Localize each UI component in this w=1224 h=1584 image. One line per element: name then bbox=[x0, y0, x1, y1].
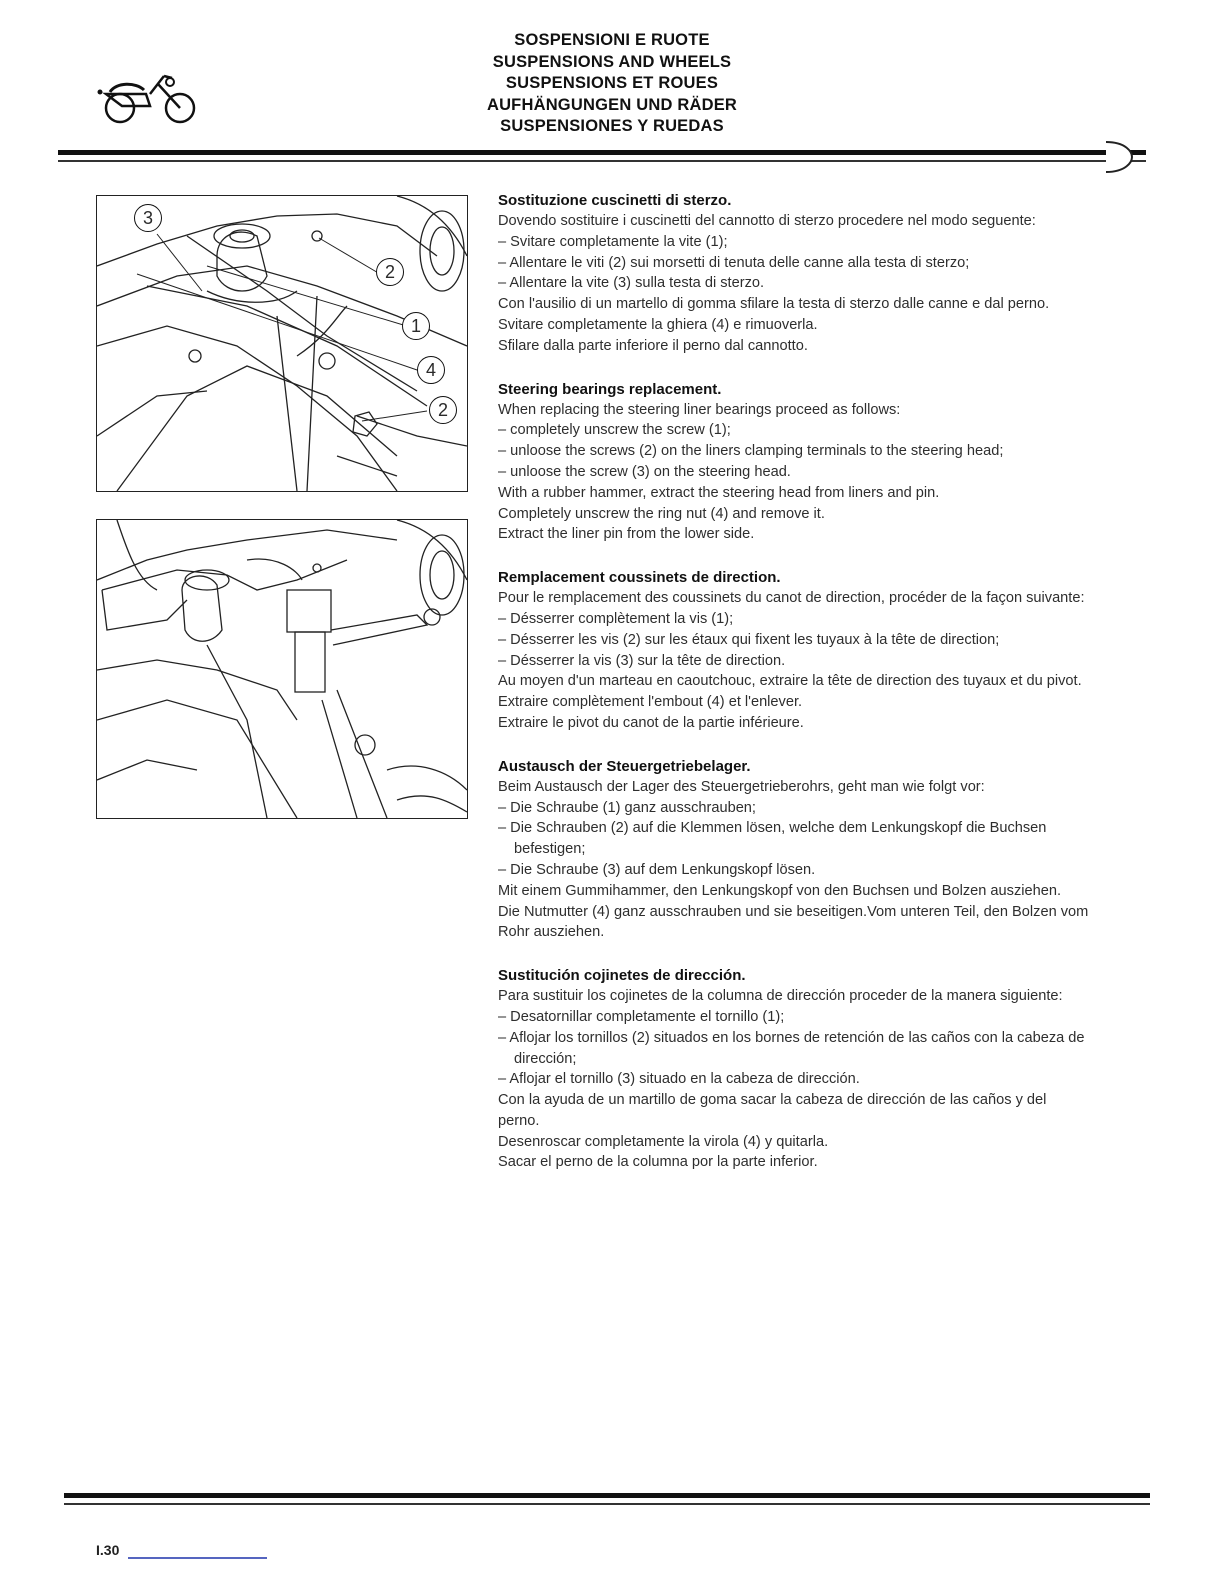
section-outro: Extraire complètement l'embout (4) et l'enlever. bbox=[498, 694, 803, 711]
header-rule bbox=[58, 150, 1146, 155]
header-title-it: SOSPENSIONI E RUOTE bbox=[514, 31, 710, 49]
step-item: – Die Schrauben (2) auf die Klemmen lösen, welche dem Lenkungskopf die Buchsen befestigen; bbox=[498, 820, 1047, 858]
section-french bbox=[498, 567, 1090, 734]
section-outro: Extraire le pivot du canot de la partie inférieure. bbox=[498, 714, 804, 731]
section-title: Austausch der Steuergetriebelager. bbox=[498, 757, 751, 775]
steering-head-figure-1 bbox=[96, 195, 468, 492]
section-german bbox=[498, 756, 1090, 943]
section-outro: Con la ayuda de un martillo de goma sacar la cabeza de dirección de las caños y del perno. bbox=[498, 1092, 1047, 1129]
step-item: – completely unscrew the screw (1); bbox=[498, 422, 731, 439]
section-spanish bbox=[498, 965, 1090, 1173]
step-item: – Aflojar el tornillo (3) situado en la cabeza de dirección. bbox=[498, 1071, 860, 1088]
header-title-fr: SUSPENSIONS ET ROUES bbox=[505, 74, 719, 93]
section-intro: Pour le remplacement des coussinets du canot de direction, procéder de la façon suivante: bbox=[498, 590, 1085, 607]
header-title-es: SUSPENSIONES Y RUEDAS bbox=[500, 117, 724, 136]
callout-3: 3 bbox=[134, 204, 162, 232]
section-title: Steering bearings replacement. bbox=[498, 380, 722, 398]
section-title: Sustitución cojinetes de dirección. bbox=[498, 967, 746, 985]
section-intro: Dovendo sostituire i cuscinetti del cannotto di sterzo procedere nel modo seguente: bbox=[498, 213, 1036, 229]
footer-rule bbox=[64, 1493, 1150, 1498]
step-item: – unloose the screws (2) on the liners clamping terminals to the steering head; bbox=[498, 443, 1004, 460]
steering-head-figure-2 bbox=[96, 519, 468, 819]
step-item: – Désserrer complètement la vis (1); bbox=[498, 610, 734, 627]
section-italian bbox=[498, 190, 1090, 357]
section-intro: Para sustituir los cojinetes de la columna de dirección proceder de la manera siguiente: bbox=[498, 988, 1063, 1005]
step-item: – Aflojar los tornillos (2) situados en los bornes de retención de las caños con la cabeza de dirección; bbox=[498, 1029, 1085, 1067]
section-outro: Sfilare dalla parte inferiore il perno dal cannotto. bbox=[498, 337, 808, 354]
callout-1: 1 bbox=[402, 312, 430, 340]
step-item: – Svitare completamente la vite (1); bbox=[498, 233, 728, 250]
section-english bbox=[498, 379, 1090, 546]
header-title-de: AUFHÄNGUNGEN UND RÄDER bbox=[486, 95, 738, 114]
page-number: I.30 bbox=[96, 1542, 120, 1558]
section-outro: Extract the liner pin from the lower side. bbox=[498, 526, 755, 543]
section-outro: Sacar el perno de la columna por la parte inferior. bbox=[498, 1154, 818, 1171]
section-intro: When replacing the steering liner bearings proceed as follows: bbox=[498, 401, 901, 418]
section-title: Sostituzione cuscinetti di sterzo. bbox=[498, 192, 732, 209]
section-outro: Completely unscrew the ring nut (4) and remove it. bbox=[498, 505, 825, 522]
callout-2: 2 bbox=[376, 258, 404, 286]
section-outro: Die Nutmutter (4) ganz ausschrauben und sie beseitigen.Vom unteren Teil, den Bolzen vom Rohr ausziehen. bbox=[498, 903, 1089, 941]
step-item: – Désserrer les vis (2) sur les étaux qui fixent les tuyaux à la tête de direction; bbox=[498, 631, 1000, 648]
instructions-text bbox=[498, 190, 1090, 1195]
step-item: – Allentare le viti (2) sui morsetti di tenuta delle canne alla testa di sterzo; bbox=[498, 254, 970, 271]
header-title-en: SUSPENSIONS AND WHEELS bbox=[492, 52, 732, 71]
section-outro: Con l'ausilio di un martello di gomma sfilare la testa di sterzo dalle canne e dal perno. bbox=[498, 296, 1050, 313]
section-title: Remplacement coussinets de direction. bbox=[498, 569, 781, 587]
step-item: – Désserrer la vis (3) sur la tête de direction. bbox=[498, 652, 786, 669]
callout-2-lower: 2 bbox=[429, 396, 457, 424]
footer-rule-thin bbox=[64, 1503, 1150, 1505]
section-outro: Au moyen d'un marteau en caoutchouc, extraire la tête de direction des tuyaux et du pivot. bbox=[498, 673, 1082, 690]
step-item: – Die Schraube (1) ganz ausschrauben; bbox=[498, 799, 756, 816]
step-item: – unloose the screw (3) on the steering head. bbox=[498, 463, 791, 480]
callout-4: 4 bbox=[417, 356, 445, 384]
section-outro: Svitare completamente la ghiera (4) e rimuoverla. bbox=[498, 316, 818, 333]
header-rule-thin bbox=[58, 160, 1146, 162]
step-item: – Desatornillar completamente el tornillo (1); bbox=[498, 1008, 785, 1025]
section-outro: With a rubber hammer, extract the steering head from liners and pin. bbox=[498, 484, 940, 501]
section-outro: Mit einem Gummihammer, den Lenkungskopf von den Buchsen und Bolzen ausziehen. bbox=[498, 882, 1061, 899]
step-item: – Allentare la vite (3) sulla testa di sterzo. bbox=[498, 275, 765, 292]
motorcycle-icon bbox=[92, 72, 208, 128]
step-item: – Die Schraube (3) auf dem Lenkungskopf lösen. bbox=[498, 861, 816, 878]
section-outro: Desenroscar completamente la virola (4) y quitarla. bbox=[498, 1133, 829, 1150]
section-intro: Beim Austausch der Lager des Steuergetrieberohrs, geht man wie folgt vor: bbox=[498, 778, 985, 795]
rule-end-ornament bbox=[1098, 140, 1138, 174]
page-number-underline bbox=[128, 1557, 267, 1559]
